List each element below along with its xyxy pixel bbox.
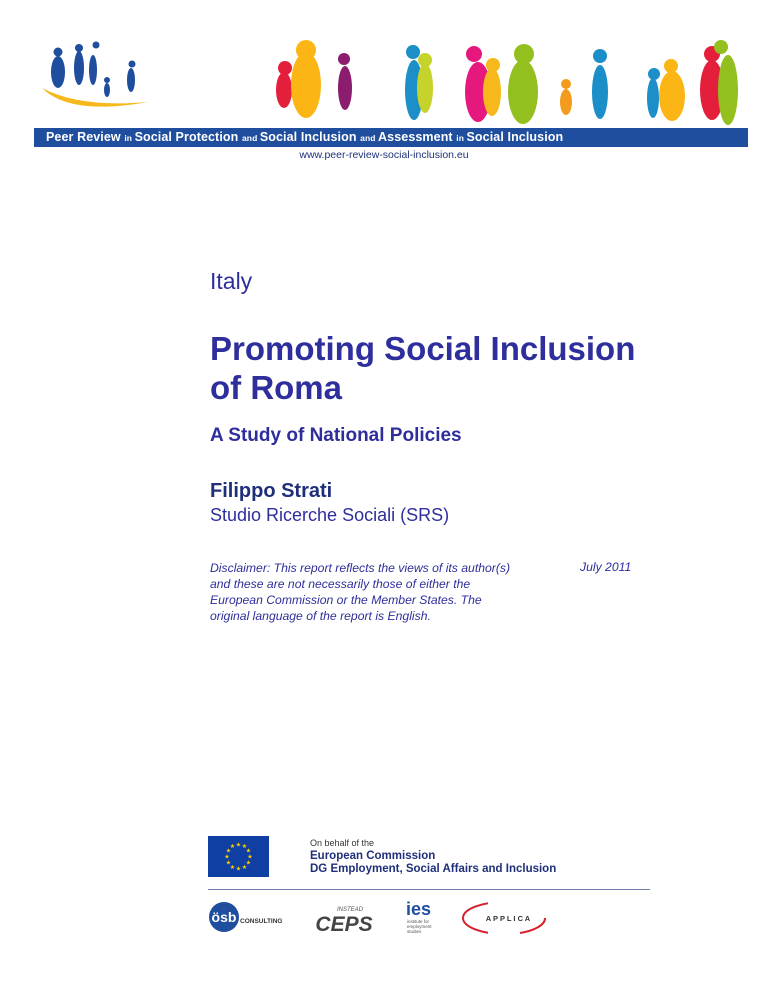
author-name: Filippo Strati xyxy=(210,480,333,502)
osb-logo-text: ösb xyxy=(211,909,237,925)
small-logo-figures xyxy=(42,42,148,107)
programme-part: and xyxy=(360,133,379,143)
programme-part: and xyxy=(241,133,260,143)
website-link[interactable]: www.peer-review-social-inclusion.eu xyxy=(299,149,469,161)
programme-part: Social Inclusion xyxy=(259,130,361,144)
osb-consulting-text: CONSULTING xyxy=(240,918,283,925)
programme-part: in xyxy=(124,133,135,143)
svg-text:★: ★ xyxy=(224,853,230,861)
commission-name: European Commission xyxy=(310,850,436,862)
ies-logo xyxy=(404,898,444,938)
svg-text:★: ★ xyxy=(235,865,242,873)
svg-text:★: ★ xyxy=(245,859,252,867)
large-figures xyxy=(276,40,738,125)
report-title-line: Promoting Social Inclusion xyxy=(210,330,636,367)
peer-review-logo-illustration xyxy=(0,30,768,130)
programme-banner xyxy=(34,128,748,147)
ceps-logo xyxy=(312,898,378,938)
programme-part: Peer Review xyxy=(46,130,125,144)
applica-text: A P P L I C A xyxy=(485,914,531,923)
report-subtitle: A Study of National Policies xyxy=(210,425,462,446)
country-label: Italy xyxy=(210,268,253,294)
svg-text:★: ★ xyxy=(247,853,253,861)
programme-part: Social Inclusion xyxy=(466,130,564,144)
svg-text:★: ★ xyxy=(229,843,236,850)
svg-text:★: ★ xyxy=(229,864,236,871)
applica-logo xyxy=(460,898,550,938)
ies-sub-text: employment xyxy=(407,924,432,929)
svg-text:★: ★ xyxy=(241,864,248,871)
dg-name: DG Employment, Social Affairs and Inclusion xyxy=(310,863,557,875)
osb-consulting-logo xyxy=(206,898,286,938)
programme-part: Social Protection xyxy=(134,130,242,144)
eu-flag-icon xyxy=(208,836,269,877)
ies-sub-text: studies xyxy=(407,929,422,934)
programme-part: in xyxy=(456,133,467,143)
svg-text:★: ★ xyxy=(245,847,252,855)
disclaimer-text: Disclaimer: This report reflects the views of its author(s) and these are not necessarily those of either the European Commission or the Member States. The original language of the report is English. xyxy=(210,561,511,623)
report-title xyxy=(210,329,710,407)
ceps-text: CEPS xyxy=(315,913,373,936)
ies-sub-text: institute for xyxy=(407,919,430,924)
ceps-top-text: INSTEAD xyxy=(336,907,364,913)
report-date: July 2011 xyxy=(580,560,632,574)
report-title-line: of Roma xyxy=(210,369,342,406)
svg-text:★: ★ xyxy=(225,847,232,855)
svg-text:★: ★ xyxy=(235,841,242,849)
svg-text:★: ★ xyxy=(241,843,248,850)
programme-part: Assessment xyxy=(378,130,457,144)
divider xyxy=(208,889,650,890)
author-organisation: Studio Ricerche Sociali (SRS) xyxy=(210,505,450,525)
ies-text: ies xyxy=(406,899,432,919)
on-behalf-label: On behalf of the xyxy=(310,838,375,848)
svg-text:★: ★ xyxy=(225,859,232,867)
